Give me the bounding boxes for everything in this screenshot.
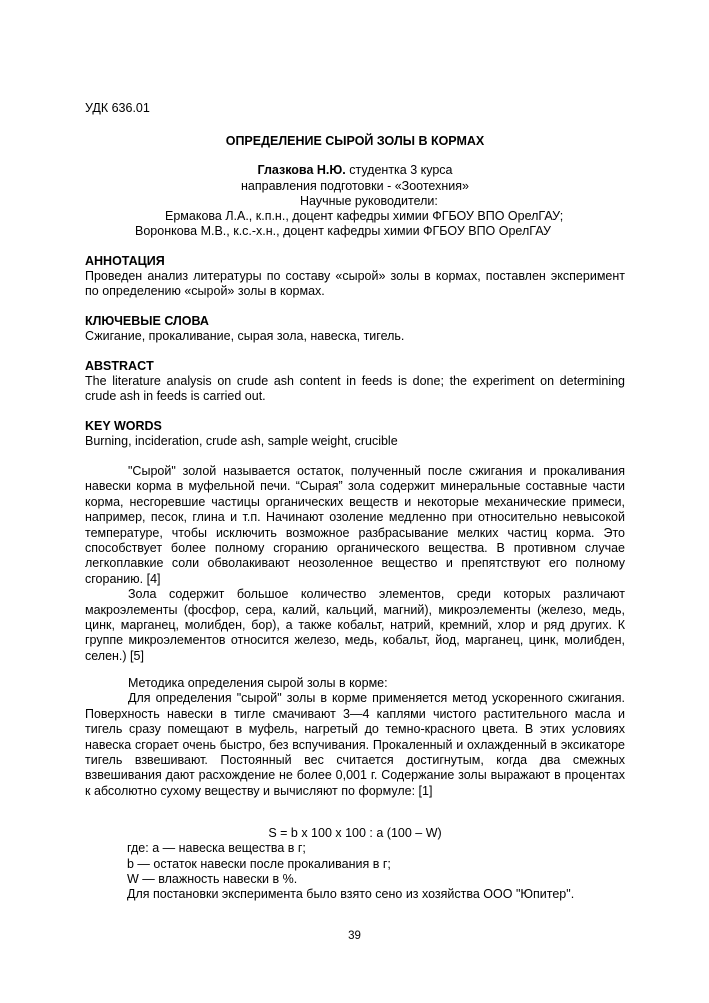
- abstract-text: The literature analysis on crude ash content in feeds is done; the experiment on determining crude ash in feeds is carried out.: [85, 374, 625, 404]
- paragraph-ash-definition: "Сырой" золой называется остаток, полученный после сжигания и прокаливания навески корма в муфельной печи. “Сырая” зола содержит минеральные составные части корма, несгоревшие частицы органических веществ и некоторые механические примеси, например, песок, глина и т.п. Начинают озоление медленно при относительно невысокой температуре, чтобы исключить возможное разбрасывание мелких частиц корма. Это способствует более полному сгоранию органического вещества. В противном случае легкоплавкие соли обволакивают неозоленное вещество и препятствуют его полному сгоранию. [4]: [85, 464, 625, 586]
- paragraph-method-text: Для определения "сырой" золы в корме применяется метод ускоренного сжигания. Поверхность навески в тигле смачивают 3—4 каплями чистого растительного масла и тигель сразу помещают в муфель, нагретый до темно-красного цвета. В этих условиях навеска сгорает очень быстро, без вспучивания. Прокаленный и охлажденный в эксикаторе тигель взвешивают. Постоянный вес считается достигнутым, когда два смежных взвешивания дают расхождение не более 0,001 г. Содержание золы выражают в процентах к абсолютно сухому веществу и вычисляют по формуле: [1]: [85, 691, 625, 798]
- body-paragraph-method: [85, 676, 625, 799]
- annotation-text: Проведен анализ литературы по составу «сырой» золы в кормах, поставлен эксперимент по определению «сырой» золы в кормах.: [85, 269, 625, 299]
- keywords-en-heading: KEY WORDS: [85, 419, 162, 433]
- supervisor-2: Воронкова М.В., к.с.-х.н., доцент кафедры химии ФГБОУ ВПО ОрелГАУ: [135, 224, 551, 238]
- keywords-ru-text: Сжигание, прокаливание, сырая зола, навеска, тигель.: [85, 329, 405, 343]
- author-direction: направления подготовки - «Зоотехния»: [241, 179, 469, 193]
- author-name: Глазкова Н.Ю.: [257, 163, 346, 177]
- annotation-heading: АННОТАЦИЯ: [85, 254, 165, 268]
- body-paragraph-1: [85, 464, 625, 664]
- formula-where-w: W — влажность навески в %.: [127, 872, 298, 886]
- author-role: студентка 3 курса: [345, 163, 453, 177]
- keywords-ru-heading: КЛЮЧЕВЫЕ СЛОВА: [85, 314, 209, 328]
- keywords-en-text: Burning, incideration, crude ash, sample weight, crucible: [85, 434, 398, 448]
- supervisors-label: Научные руководители:: [300, 194, 438, 208]
- paper-title: ОПРЕДЕЛЕНИЕ СЫРОЙ ЗОЛЫ В КОРМАХ: [225, 134, 485, 148]
- author-line: [85, 163, 625, 178]
- page-number: 39: [348, 930, 361, 942]
- formula-where-a: где: а — навеска вещества в г;: [127, 841, 306, 855]
- ash-formula: S = b x 100 x 100 : a (100 – W): [268, 826, 442, 840]
- paragraph-method-title: Методика определения сырой золы в корме:: [128, 676, 388, 690]
- abstract-heading: ABSTRACT: [85, 359, 154, 373]
- paragraph-experiment: Для постановки эксперимента было взято сено из хозяйства ООО "Юпитер".: [127, 887, 575, 901]
- paragraph-ash-elements: Зола содержит большое количество элементов, среди которых различают макроэлементы (фосфор, сера, калий, кальций, магний), микроэлементы (железо, медь, цинк, марганец, молибден, бор), а также кобальт, натрий, кремний, хлор и ряд других. К группе микроэлементов относится железо, медь, кобальт, йод, марганец, цинк, молибден, селен.) [5]: [85, 587, 625, 663]
- udk-code: УДК 636.01: [85, 101, 150, 115]
- formula-where-b: b — остаток навески после прокаливания в г;: [127, 857, 391, 871]
- supervisor-1: Ермакова Л.А., к.п.н., доцент кафедры химии ФГБОУ ВПО ОрелГАУ;: [165, 209, 564, 223]
